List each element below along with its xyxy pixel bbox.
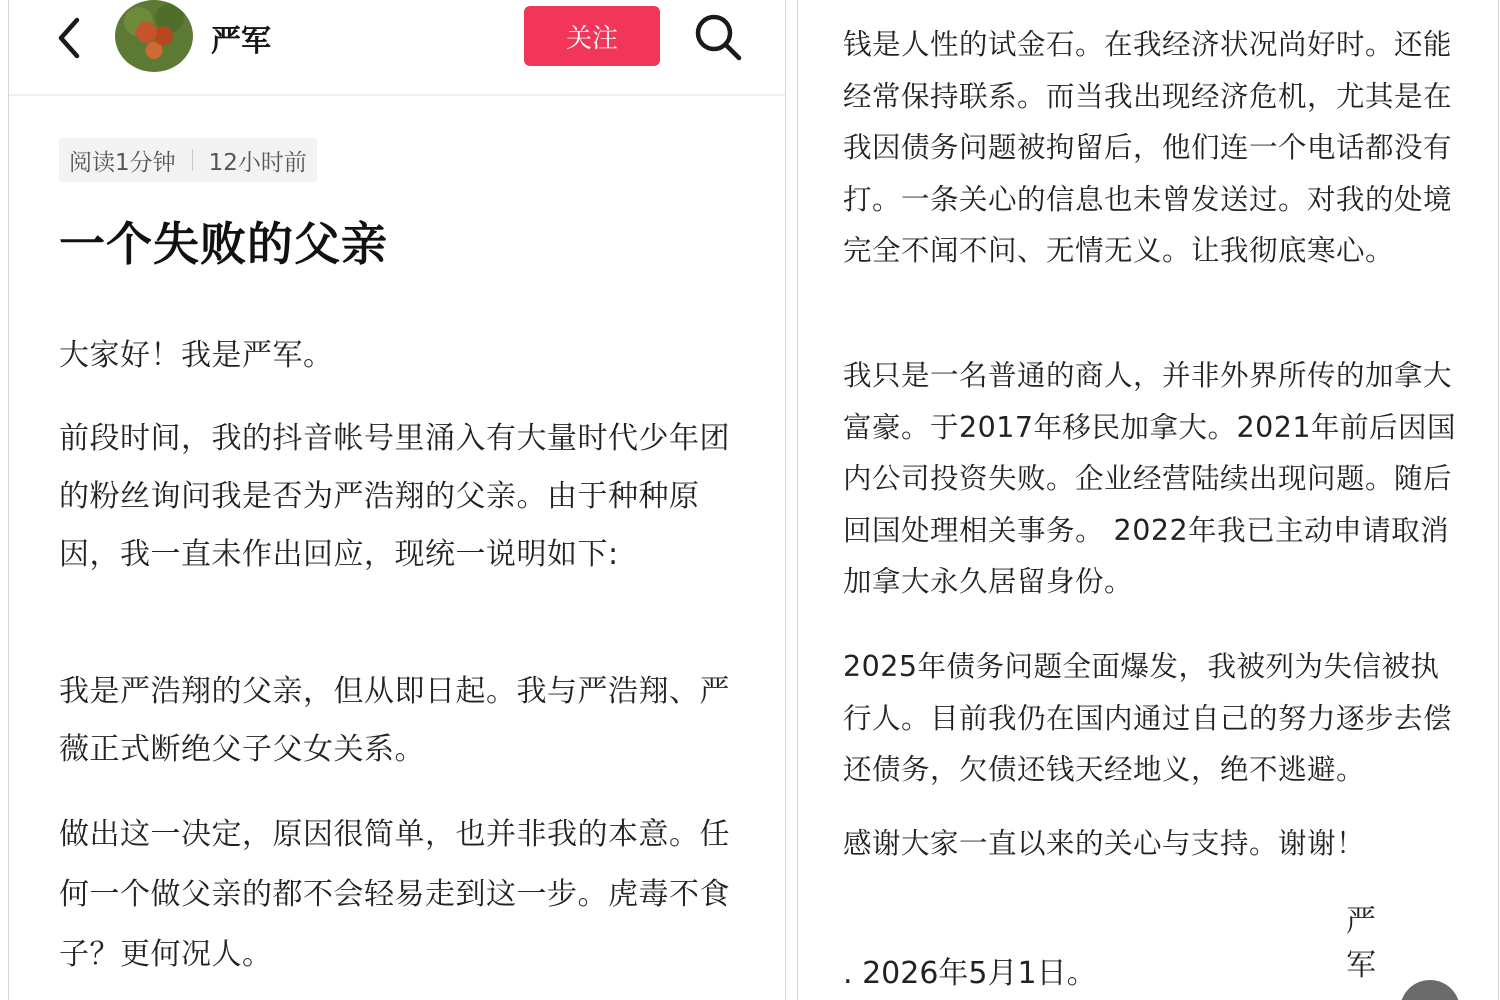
article-title: 一个失败的父亲 [59,217,388,271]
author-name[interactable]: 严军 [211,24,271,59]
article-meta [59,138,317,182]
signature-date: . 2026年5月1日。 [843,956,1097,991]
paragraph-background: 前段时间，我的抖音帐号里涌入有大量时代少年团的粉丝询问我是否为严浩翔的父亲。由于种种原因，我一直未作出回应，现统一说明如下: [59,421,730,572]
posted-time: 12小时前 [208,149,307,176]
paragraph-debt: 2025年债务问题全面爆发，我被列为失信被执行人。目前我仍在国内通过自己的努力逐步去偿还债务，欠债还钱天经地义，绝不逃避。 [843,650,1453,786]
avatar[interactable] [115,0,193,72]
meta-divider [192,149,193,171]
paragraph-thanks: 感谢大家一直以来的关心与支持。谢谢！ [843,827,1366,860]
read-time: 阅读1分钟 [69,149,176,176]
search-icon[interactable] [693,12,743,62]
right-screenshot-panel [797,0,1499,1000]
paragraph-reason: 做出这一决定，原因很简单，也并非我的本意。任何一个做父亲的都不会轻易走到这一步。虎毒不食子？更何况人。 [59,817,730,972]
back-arrow-icon[interactable] [47,14,95,62]
top-bar [9,0,785,96]
signature-name: 严 军 [1346,904,1404,983]
paragraph-money: 钱是人性的试金石。在我经济状况尚好时。还能经常保持联系。而当我出现经济危机，尤其是在我因债务问题被拘留后，他们连一个电话都没有打。一条关心的信息也未曾发送过。对我的处境完全不闻不问、无情无义。让我彻底寒心。 [843,28,1453,267]
paragraph-business: 我只是一名普通的商人，并非外界所传的加拿大富豪。于2017年移民加拿大。2021年前后因国内公司投资失败。企业经营陆续出现问题。随后回国处理相关事务。 2022年我已主动申请取消加拿大永久居留身份。 [843,359,1457,598]
paragraph-greeting: 大家好！我是严军。 [59,338,334,373]
paragraph-statement: 我是严浩翔的父亲，但从即日起。我与严浩翔、严薇正式断绝父子父女关系。 [59,674,730,767]
left-screenshot-panel [8,0,786,1000]
follow-button[interactable]: 关注 [524,6,660,66]
